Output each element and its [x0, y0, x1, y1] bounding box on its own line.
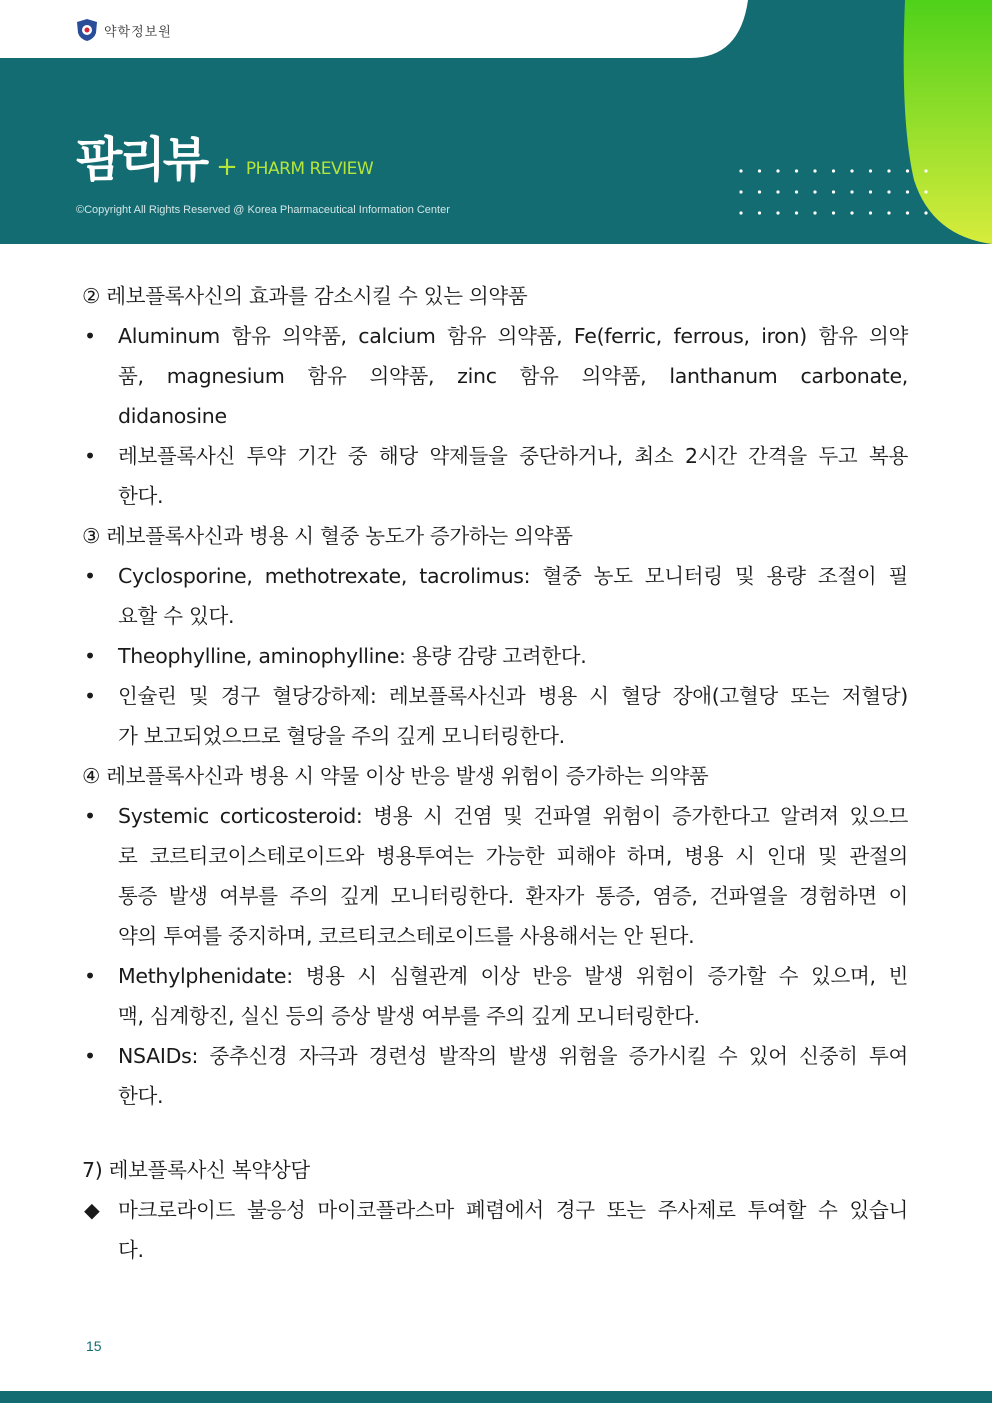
- decor-dot: [924, 190, 927, 193]
- decor-dot: [906, 169, 909, 172]
- page-number: 15: [86, 1338, 102, 1354]
- bullet-text: 가 보고되었으므로 혈당을 주의 깊게 모니터링한다.: [118, 724, 565, 748]
- bullet-text-line: [82, 316, 908, 356]
- bullet-text-line: [82, 796, 908, 836]
- bullet-text-line: [82, 636, 908, 676]
- decor-dot: [795, 211, 798, 214]
- brand-title: 팜리뷰: [76, 132, 207, 188]
- bullet-text: Methylphenidate: 병용 시 심혈관계 이상 반응 발생 위험이 증가할 수 있으며, 빈: [118, 964, 908, 988]
- bullet-text: NSAIDs: 중추신경 자극과 경련성 발작의 발생 위험을 증가시킬 수 있어 신중히 투여: [118, 1044, 908, 1068]
- bullet-marker: •: [84, 444, 96, 468]
- counseling-section: [82, 1150, 908, 1270]
- bullet-text-line: [82, 716, 908, 756]
- section-spacer: [82, 1116, 908, 1150]
- decor-dot: [739, 190, 742, 193]
- bullet-text: 인슐린 및 경구 혈당강하제: 레보플록사신과 병용 시 혈당 장애(고혈당 또는 저혈당): [118, 684, 908, 708]
- bullet-marker: •: [84, 1044, 96, 1068]
- decor-dot: [887, 190, 890, 193]
- bullet-marker: •: [84, 644, 96, 668]
- bullet-text-line: [82, 476, 908, 516]
- bullet-text: 레보플록사신 투약 기간 중 해당 약제들을 중단하거나, 최소 2시간 간격을 두고 복용: [118, 444, 908, 468]
- decor-dot: [887, 211, 890, 214]
- section-heading: ② 레보플록사신의 효과를 감소시킬 수 있는 의약품: [82, 284, 528, 308]
- decor-dot: [813, 169, 816, 172]
- numbered-section: [82, 756, 908, 1116]
- bullet-item: [82, 796, 908, 956]
- decor-dot: [758, 211, 761, 214]
- bullet-marker: •: [84, 564, 96, 588]
- bullet-text-line: [82, 996, 908, 1036]
- bullet-text-line: [82, 596, 908, 636]
- bullet-item: [82, 636, 908, 676]
- section-heading: ③ 레보플록사신과 병용 시 혈중 농도가 증가하는 의약품: [82, 524, 573, 548]
- bullet-text: 약의 투여를 중지하며, 코르티코스테로이드를 사용해서는 안 된다.: [118, 924, 695, 948]
- bullet-text-line: [82, 876, 908, 916]
- decor-dot: [739, 169, 742, 172]
- bullet-text: 통증 발생 여부를 주의 깊게 모니터링한다. 환자가 통증, 염증, 건파열을 경험하면 이: [118, 884, 908, 908]
- decor-dot: [776, 211, 779, 214]
- bullet-item: [82, 316, 908, 436]
- decor-dot: [832, 211, 835, 214]
- section-heading: 7) 레보플록사신 복약상담: [82, 1158, 310, 1182]
- decor-dot: [758, 169, 761, 172]
- decor-dot: [739, 211, 742, 214]
- bullet-text: Theophylline, aminophylline: 용량 감량 고려한다.: [118, 644, 587, 668]
- decor-dot: [850, 169, 853, 172]
- brand-lockup: [76, 132, 374, 188]
- numbered-section: [82, 516, 908, 756]
- bullet-text: 로 코르티코이스테로이드와 병용투여는 가능한 피해야 하며, 병용 시 인대 및 관절의: [118, 844, 908, 868]
- decor-dot: [832, 169, 835, 172]
- bullet-text-line: [82, 836, 908, 876]
- org-logo: [76, 18, 172, 42]
- bullet-text-line: [82, 1076, 908, 1116]
- bullet-text: 요할 수 있다.: [118, 604, 235, 628]
- bullet-item: [82, 436, 908, 516]
- bullet-item: [82, 676, 908, 756]
- bullet-text-line: [82, 556, 908, 596]
- decor-dot: [906, 211, 909, 214]
- shield-logo-icon: [76, 18, 98, 42]
- decor-dot: [924, 169, 927, 172]
- bullet-text-line: [82, 916, 908, 956]
- bullet-text-line: [82, 676, 908, 716]
- bullet-marker: •: [84, 804, 96, 828]
- decor-dot: [813, 190, 816, 193]
- brand-subtitle: PHARM REVIEW: [245, 159, 374, 179]
- bullet-marker: •: [84, 684, 96, 708]
- section-heading: ④ 레보플록사신과 병용 시 약물 이상 반응 발생 위험이 증가하는 의약품: [82, 764, 709, 788]
- diamond-text: 마크로라이드 불응성 마이코플라스마 폐렴에서 경구 또는 주사제로 투여할 수 있습니: [118, 1198, 908, 1222]
- decor-dot: [776, 169, 779, 172]
- footer-bar: [0, 1391, 992, 1403]
- diamond-text: 다.: [118, 1238, 144, 1262]
- bullet-text: 품, magnesium 함유 의약품, zinc 함유 의약품, lanthanum carbonate,: [118, 364, 908, 388]
- bullet-marker: •: [84, 324, 96, 348]
- decor-dot: [869, 190, 872, 193]
- bullet-text: didanosine: [118, 404, 227, 428]
- bullet-text: Cyclosporine, methotrexate, tacrolimus: 혈중 농도 모니터링 및 용량 조절이 필: [118, 564, 908, 588]
- decor-dot: [850, 190, 853, 193]
- bullet-text-line: [82, 956, 908, 996]
- bullet-text: 맥, 심계항진, 실신 등의 증상 발생 여부를 주의 깊게 모니터링한다.: [118, 1004, 700, 1028]
- numbered-section: [82, 276, 908, 516]
- diamond-bullet-icon: ◆: [84, 1198, 100, 1222]
- decor-dot: [813, 211, 816, 214]
- copyright-notice: ©Copyright All Rights Reserved @ Korea Pharmaceutical Information Center: [76, 204, 450, 216]
- bullet-text-line: [82, 356, 908, 396]
- bullet-text: 한다.: [118, 484, 164, 508]
- dot-pattern-decoration: [738, 166, 938, 222]
- diamond-text-line: [82, 1230, 908, 1270]
- brand-plus: +: [216, 152, 238, 182]
- decor-dot: [832, 190, 835, 193]
- bullet-text: Aluminum 함유 의약품, calcium 함유 의약품, Fe(ferric, ferrous, iron) 함유 의약: [118, 324, 908, 348]
- document-body: [82, 276, 908, 1270]
- decor-dot: [869, 169, 872, 172]
- bullet-text: 한다.: [118, 1084, 164, 1108]
- org-name: 약학정보원: [104, 24, 172, 40]
- decor-dot: [924, 211, 927, 214]
- diamond-text-line: [82, 1190, 908, 1230]
- bullet-item: [82, 556, 908, 636]
- decor-dot: [887, 169, 890, 172]
- bullet-text: Systemic corticosteroid: 병용 시 건염 및 건파열 위험이 증가한다고 알려져 있으므: [118, 804, 908, 828]
- decor-dot: [795, 190, 798, 193]
- decor-dot: [758, 190, 761, 193]
- decor-dot: [850, 211, 853, 214]
- bullet-text-line: [82, 396, 908, 436]
- decor-dot: [776, 190, 779, 193]
- decor-dot: [795, 169, 798, 172]
- bullet-text-line: [82, 1036, 908, 1076]
- bullet-item: [82, 956, 908, 1036]
- bullet-item: [82, 1036, 908, 1116]
- decor-dot: [906, 190, 909, 193]
- bullet-marker: •: [84, 964, 96, 988]
- decor-dot: [869, 211, 872, 214]
- bullet-text-line: [82, 436, 908, 476]
